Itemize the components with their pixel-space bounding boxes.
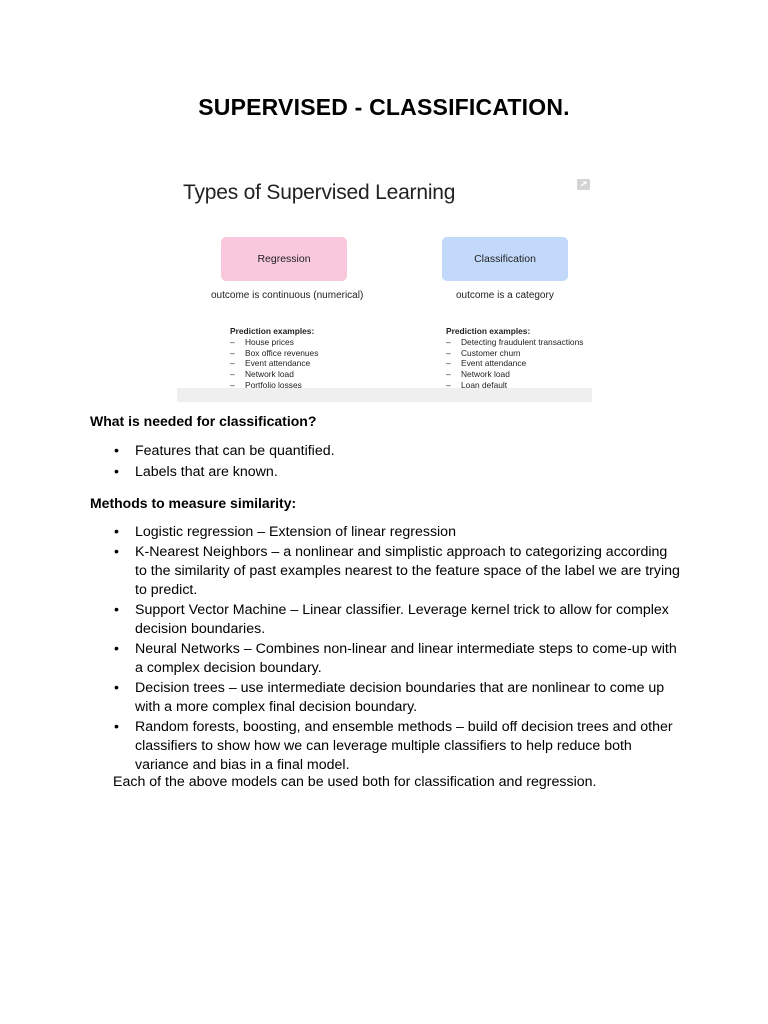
regression-example: – Portfolio losses (230, 379, 302, 390)
regression-example: – Event attendance (230, 358, 311, 369)
regression-examples (230, 326, 318, 391)
needed-heading: What is needed for classification? (90, 413, 317, 429)
classification-example: – Network load (446, 369, 510, 380)
classification-outcome: outcome is a category (456, 290, 554, 301)
classification-example: – Loan default (446, 379, 508, 390)
needed-list (113, 442, 683, 484)
list-item: • Random forests, boosting, and ensemble methods – build off decision trees and other classifiers to show how we can leverage multiple classifiers to help reduce both variance and bias in a final model. (114, 719, 673, 773)
closing-text: Each of the above models can be used both for classification and regression. (113, 774, 597, 790)
classification-box: Classification (442, 237, 568, 281)
regression-example: – House prices (230, 336, 294, 347)
classification-example: – Customer churn (446, 347, 521, 358)
list-item: • Logistic regression – Extension of linear regression (114, 524, 456, 540)
regression-outcome: outcome is continuous (numerical) (211, 290, 364, 301)
list-item: • Support Vector Machine – Linear classifier. Leverage kernel trick to allow for complex decision boundaries. (114, 602, 669, 637)
classification-example: – Detecting fraudulent transactions (446, 336, 584, 347)
methods-heading: Methods to measure similarity: (90, 495, 297, 511)
regression-example: – Network load (230, 369, 294, 380)
list-item: • Labels that are known. (114, 464, 278, 480)
expand-icon[interactable] (577, 179, 590, 190)
page-title: SUPERVISED - CLASSIFICATION. (198, 94, 570, 120)
methods-list (113, 523, 683, 776)
list-item: • Neural Networks – Combines non-linear and linear intermediate steps to come-up with a complex decision boundary. (114, 641, 677, 676)
regression-box: Regression (221, 237, 347, 281)
classification-examples-heading: Prediction examples: (446, 326, 531, 336)
list-item: • K-Nearest Neighbors – a nonlinear and simplistic approach to categorizing according to the similarity of past examples nearest to the feature space of the label we are trying to predict. (114, 544, 680, 598)
classification-example: – Event attendance (446, 358, 527, 369)
list-item: • Decision trees – use intermediate decision boundaries that are nonlinear to come up with a more complex final decision boundary. (114, 680, 665, 715)
regression-example: – Box office revenues (230, 347, 319, 358)
classification-examples (446, 326, 583, 391)
regression-examples-heading: Prediction examples: (230, 326, 315, 336)
list-item: • Features that can be quantified. (114, 443, 335, 459)
slide-image (177, 165, 592, 402)
slide-title: Types of Supervised Learning (183, 181, 456, 204)
